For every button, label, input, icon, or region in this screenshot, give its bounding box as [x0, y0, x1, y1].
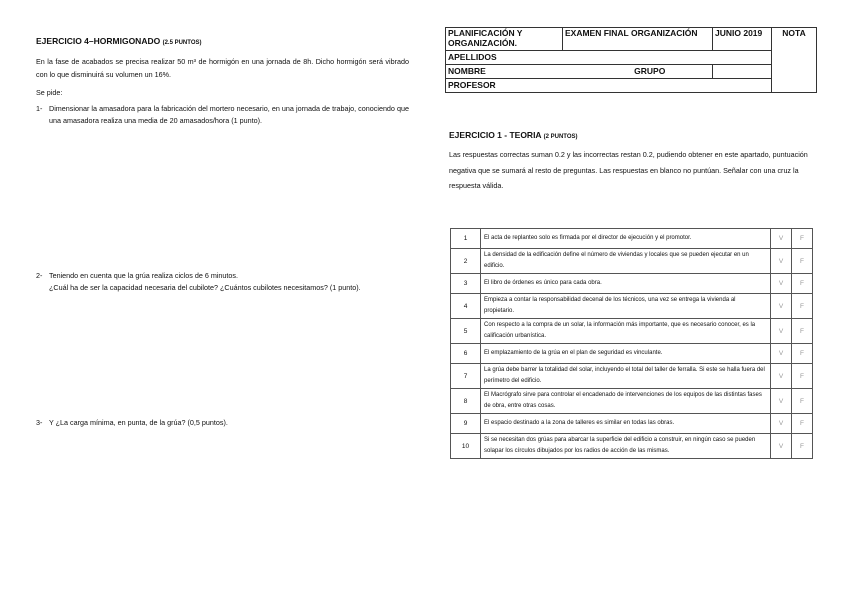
- quiz-row-number: 5: [451, 319, 481, 344]
- question-2-text-line2: ¿Cuál ha de ser la capacidad necesaria del cubilote? ¿Cuántos cubilotes necesitamos? (1 punto).: [49, 283, 361, 292]
- quiz-row-number: 3: [451, 274, 481, 294]
- nota-cell: NOTA: [772, 28, 817, 93]
- true-checkbox[interactable]: V: [771, 249, 792, 274]
- quiz-statement: El acta de replanteo solo es firmada por el director de ejecución y el promotor.: [481, 229, 771, 249]
- question-2-text: Teniendo en cuenta que la grúa realiza ciclos de 6 minutos.: [49, 271, 238, 280]
- quiz-statement: El libro de órdenes es único para cada obra.: [481, 274, 771, 294]
- exercise1-title-text: EJERCICIO 1 - TEORIA: [449, 130, 542, 140]
- question-1-number: 1-: [36, 104, 43, 113]
- quiz-row: [451, 434, 813, 459]
- nombre-field[interactable]: [446, 65, 713, 79]
- quiz-statement: La grúa debe barrer la totalidad del solar, incluyendo el total del taller de ferralla. Si este se halla fuera del perímetro del edificio.: [481, 364, 771, 389]
- true-checkbox[interactable]: V: [771, 229, 792, 249]
- quiz-statement: Si se necesitan dos grúas para abarcar la superficie del edificio a construir, en ningún caso se pueden solapar los círculos dibujados por los radios de acción de las mismas.: [481, 434, 771, 459]
- quiz-row: [451, 364, 813, 389]
- nombre-label: NOMBRE: [448, 66, 486, 76]
- quiz-row-number: 7: [451, 364, 481, 389]
- quiz-row: [451, 389, 813, 414]
- date-cell: JUNIO 2019: [713, 28, 772, 51]
- false-checkbox[interactable]: F: [792, 294, 813, 319]
- question-2-number: 2-: [36, 271, 43, 280]
- false-checkbox[interactable]: F: [792, 344, 813, 364]
- question-1: [36, 103, 409, 133]
- true-checkbox[interactable]: V: [771, 389, 792, 414]
- true-checkbox[interactable]: V: [771, 319, 792, 344]
- exam-cell: [563, 28, 713, 51]
- subject-cell: PLANIFICACIÓN Y ORGANIZACIÓN.: [446, 28, 563, 51]
- question-2: [36, 270, 409, 300]
- exam-header-table: [445, 27, 817, 93]
- quiz-row-number: 4: [451, 294, 481, 319]
- quiz-row-number: 2: [451, 249, 481, 274]
- true-checkbox[interactable]: V: [771, 274, 792, 294]
- quiz-statement: El espacio destinado a la zona de talleres es similar en todas las obras.: [481, 414, 771, 434]
- true-checkbox[interactable]: V: [771, 294, 792, 319]
- exercise4-title: [36, 36, 202, 46]
- false-checkbox[interactable]: F: [792, 364, 813, 389]
- quiz-row: [451, 414, 813, 434]
- true-checkbox[interactable]: V: [771, 344, 792, 364]
- false-checkbox[interactable]: F: [792, 229, 813, 249]
- quiz-row-number: 8: [451, 389, 481, 414]
- profesor-field[interactable]: PROFESOR: [446, 79, 772, 93]
- false-checkbox[interactable]: F: [792, 389, 813, 414]
- quiz-statement: La densidad de la edificación define el número de viviendas y locales que se pueden ejecutar en un edificio.: [481, 249, 771, 274]
- exam-name: EXAMEN FINAL ORGANIZACIÓN: [565, 28, 698, 38]
- quiz-row: [451, 344, 813, 364]
- exercise4-title-text: EJERCICIO 4–HORMIGONADO: [36, 36, 161, 46]
- exercise4-intro: En la fase de acabados se precisa realizar 50 m³ de hormigón en una jornada de 8h. Dicho hormigón será vibrado con lo que disminuirá su volumen un 16%.: [36, 57, 409, 79]
- exercise1-title: [449, 130, 578, 140]
- quiz-statement: Con respecto a la compra de un solar, la información más importante, que es necesario conocer, es la calificación urbanística.: [481, 319, 771, 344]
- quiz-row: [451, 319, 813, 344]
- true-checkbox[interactable]: V: [771, 364, 792, 389]
- question-3: [36, 417, 409, 431]
- true-false-table: [450, 228, 813, 459]
- quiz-row: [451, 249, 813, 274]
- false-checkbox[interactable]: F: [792, 434, 813, 459]
- false-checkbox[interactable]: F: [792, 249, 813, 274]
- quiz-row-number: 1: [451, 229, 481, 249]
- exercise1-intro: Las respuestas correctas suman 0.2 y las incorrectas restan 0.2, pudiendo obtener en este apartado, puntuación negativa que se sumará al resto de preguntas. Las respuestas en blanco no puntúan. Señalar con una cruz la respuesta válida.: [449, 150, 808, 190]
- quiz-statement: El Macrógrafo sirve para controlar el encadenado de intervenciones de los equipos de las distintas fases de obra, entre otras cosas.: [481, 389, 771, 414]
- quiz-row: [451, 294, 813, 319]
- false-checkbox[interactable]: F: [792, 319, 813, 344]
- quiz-statement: El emplazamiento de la grúa en el plan de seguridad es vinculante.: [481, 344, 771, 364]
- grupo-label: GRUPO: [634, 66, 666, 76]
- quiz-row: [451, 274, 813, 294]
- se-pide-label: Se pide:: [36, 88, 63, 97]
- question-3-text: Y ¿La carga mínima, en punta, de la grúa? (0,5 puntos).: [49, 418, 228, 427]
- grupo-field[interactable]: [713, 65, 772, 79]
- quiz-statement: Empieza a contar la responsabilidad decenal de los técnicos, una vez se entrega la vivienda al propietario.: [481, 294, 771, 319]
- quiz-row-number: 6: [451, 344, 481, 364]
- question-1-text: Dimensionar la amasadora para la fabricación del mortero necesario, en una jornada de trabajo, conociendo que una amasadora realiza una media de 20 amasados/hora (1 punto).: [49, 104, 409, 125]
- question-3-number: 3-: [36, 418, 43, 427]
- quiz-row-number: 10: [451, 434, 481, 459]
- exercise4-points: (2.5 PUNTOS): [162, 40, 202, 46]
- false-checkbox[interactable]: F: [792, 414, 813, 434]
- quiz-row: [451, 229, 813, 249]
- false-checkbox[interactable]: F: [792, 274, 813, 294]
- true-checkbox[interactable]: V: [771, 434, 792, 459]
- exercise1-points: (2 PUNTOS): [543, 134, 578, 140]
- apellidos-field[interactable]: APELLIDOS: [446, 51, 772, 65]
- quiz-row-number: 9: [451, 414, 481, 434]
- true-checkbox[interactable]: V: [771, 414, 792, 434]
